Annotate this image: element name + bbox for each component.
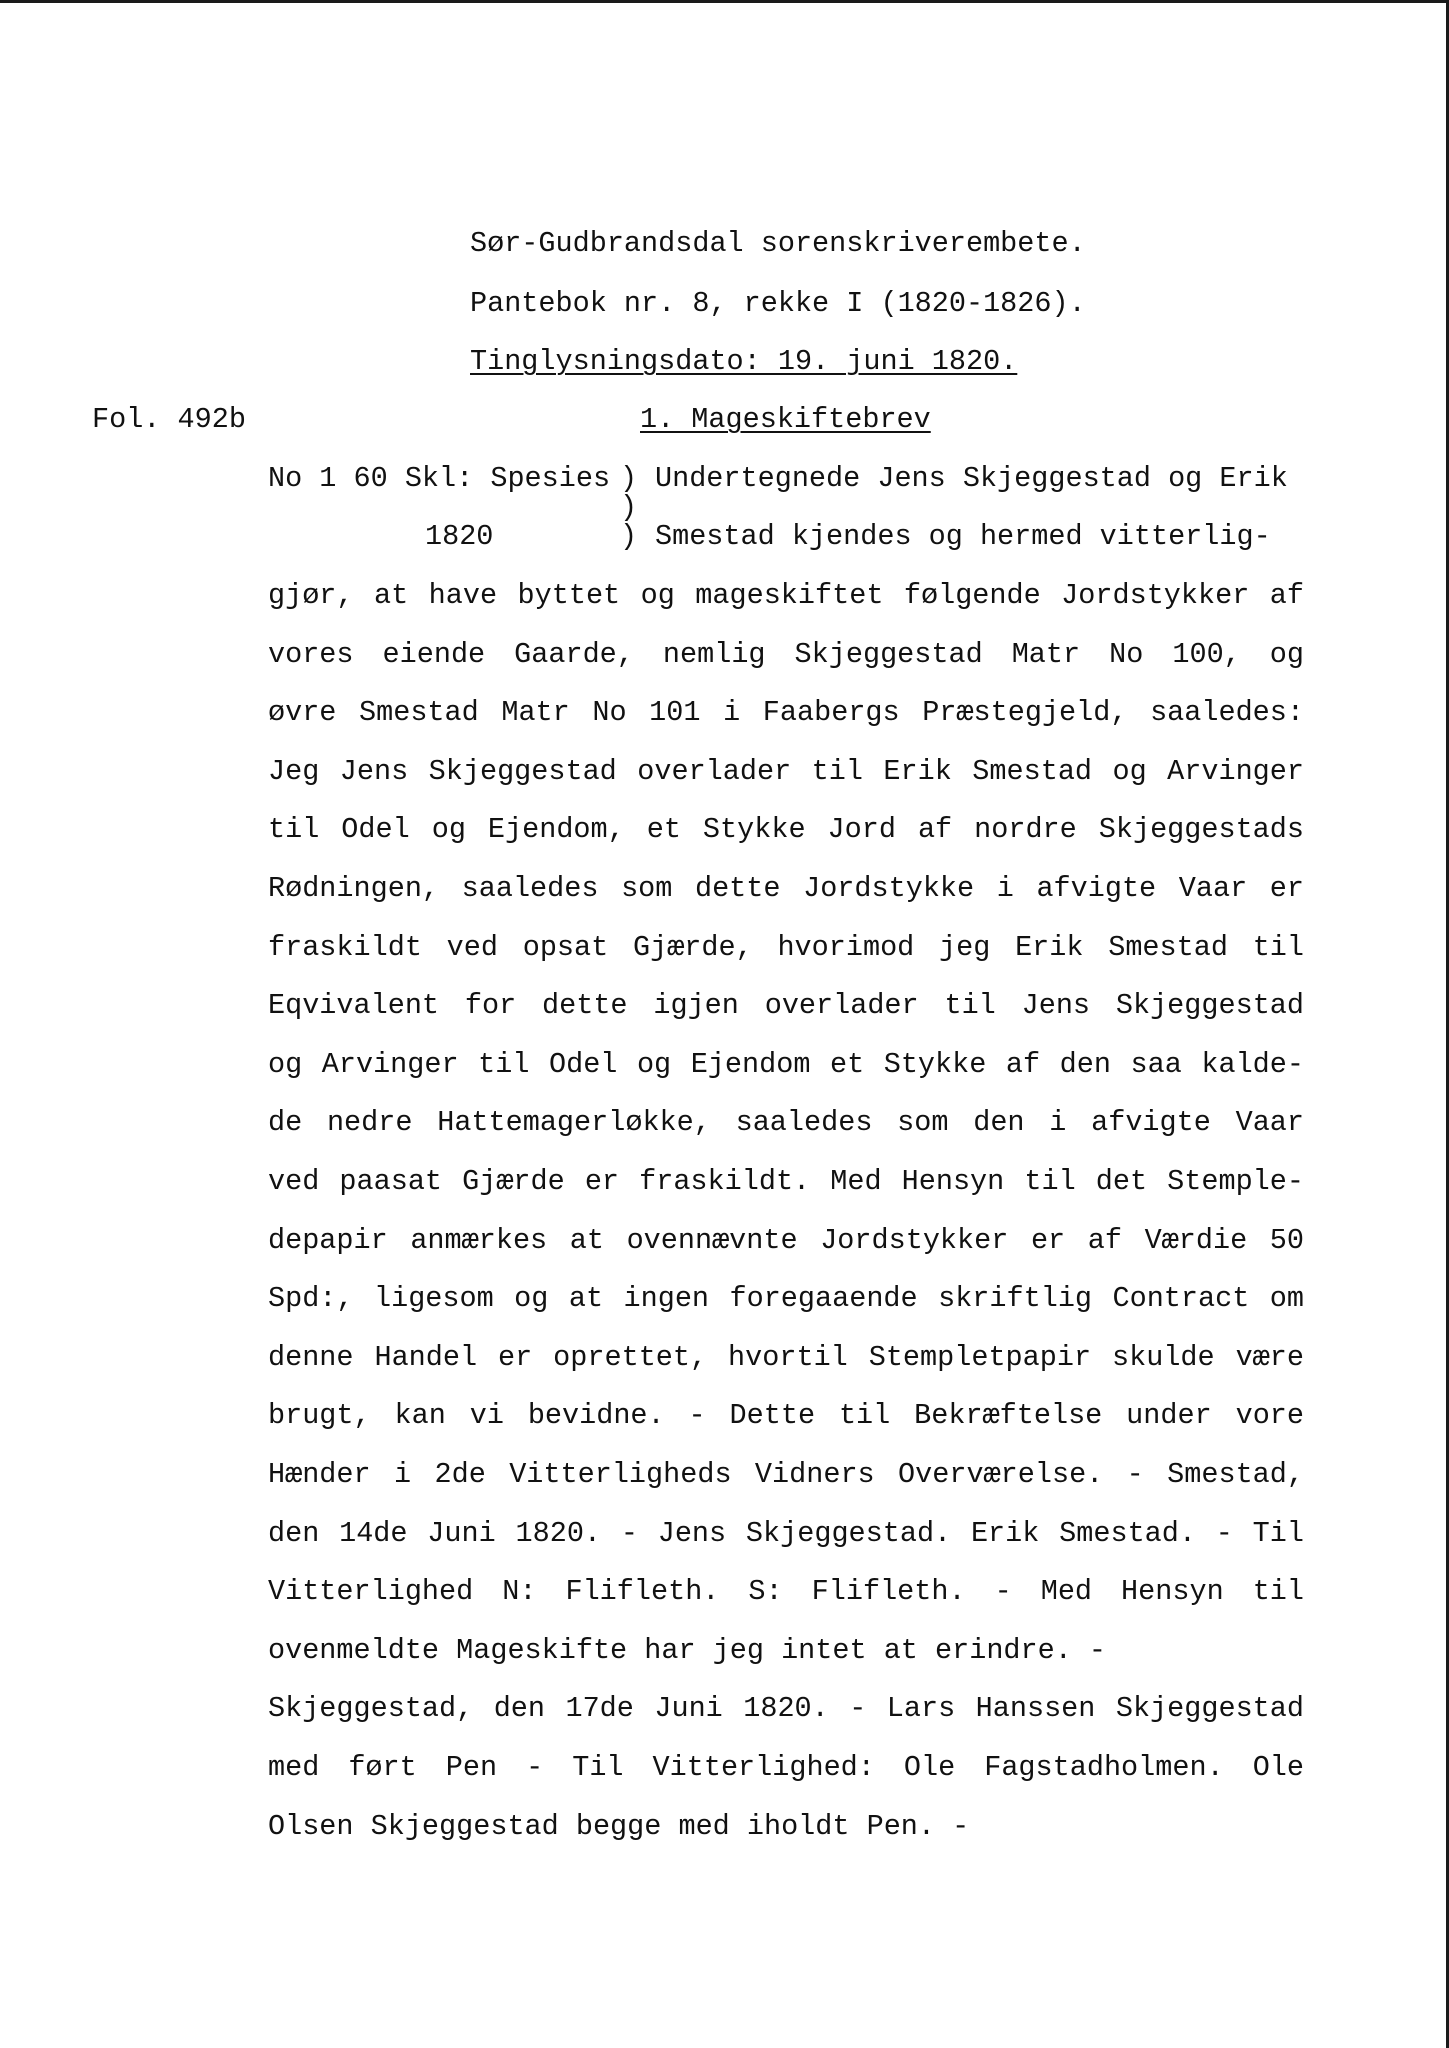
body-line: Olsen Skjeggestad begge med iholdt Pen. - <box>268 1810 970 1843</box>
margin-bracket: ) <box>620 491 638 524</box>
body-line: Eqvivalent for dette igjen overlader til Jens Skjeggestad <box>268 992 1304 1022</box>
body-line: den 14de Juni 1820. - Jens Skjeggestad. Erik Smestad. - Til <box>268 1520 1304 1550</box>
document-title: 1. Mageskiftebrev <box>640 403 931 436</box>
page-border-top <box>0 0 1449 3</box>
volume-heading: Pantebok nr. 8, rekke I (1820-1826). <box>470 287 1086 320</box>
body-line: Rødningen, saaledes som dette Jordstykke i afvigte Vaar er <box>268 875 1304 905</box>
folio-number: Fol. 492b <box>92 403 246 436</box>
body-line: brugt, kan vi bevidne. - Dette til Bekræftelse under vore <box>268 1402 1304 1432</box>
margin-bracket: ) <box>620 462 638 495</box>
body-line: og Arvinger til Odel og Ejendom et Stykke af den saa kalde- <box>268 1051 1304 1081</box>
body-line: ovenmeldte Mageskifte har jeg intet at erindre. - <box>268 1634 1107 1667</box>
body-line: øvre Smestad Matr No 101 i Faabergs Præstegjeld, saaledes: <box>268 699 1304 729</box>
opening-line: Smestad kjendes og hermed vitterlig- <box>655 520 1271 553</box>
body-line: fraskildt ved opsat Gjærde, hvorimod jeg Erik Smestad til <box>268 934 1304 964</box>
body-line: Skjeggestad, den 17de Juni 1820. - Lars Hanssen Skjeggestad <box>268 1695 1304 1725</box>
body-line: de nedre Hattemagerløkke, saaledes som den i afvigte Vaar <box>268 1109 1304 1139</box>
body-line: Jeg Jens Skjeggestad overlader til Erik Smestad og Arvinger <box>268 758 1304 788</box>
body-line: Spd:, ligesom og at ingen foregaaende skriftlig Contract om <box>268 1285 1304 1315</box>
body-line: ved paasat Gjærde er fraskildt. Med Hensyn til det Stemple- <box>268 1168 1304 1198</box>
body-line: til Odel og Ejendom, et Stykke Jord af nordre Skjeggestads <box>268 816 1304 846</box>
body-line: gjør, at have byttet og mageskiftet følgende Jordstykker af <box>268 582 1304 612</box>
opening-line: Undertegnede Jens Skjeggestad og Erik <box>655 462 1288 495</box>
body-line: Hænder i 2de Vitterligheds Vidners Overværelse. - Smestad, <box>268 1461 1304 1491</box>
body-line: med ført Pen - Til Vitterlighed: Ole Fagstadholmen. Ole <box>268 1754 1304 1784</box>
body-line: Vitterlighed N: Flifleth. S: Flifleth. - Med Hensyn til <box>268 1578 1304 1608</box>
body-line: denne Handel er oprettet, hvortil Stempletpapir skulde være <box>268 1344 1304 1374</box>
body-line: depapir anmærkes at ovennævnte Jordstykker er af Værdie 50 <box>268 1227 1304 1257</box>
body-line: vores eiende Gaarde, nemlig Skjeggestad Matr No 100, og <box>268 641 1304 671</box>
registration-date: Tinglysningsdato: 19. juni 1820. <box>470 345 1018 378</box>
office-heading: Sør-Gudbrandsdal sorenskriverembete. <box>470 227 1086 260</box>
margin-note-fee: No 1 60 Skl: Spesies <box>268 462 611 495</box>
margin-bracket: ) <box>620 520 638 553</box>
margin-note-year: 1820 <box>425 520 494 553</box>
